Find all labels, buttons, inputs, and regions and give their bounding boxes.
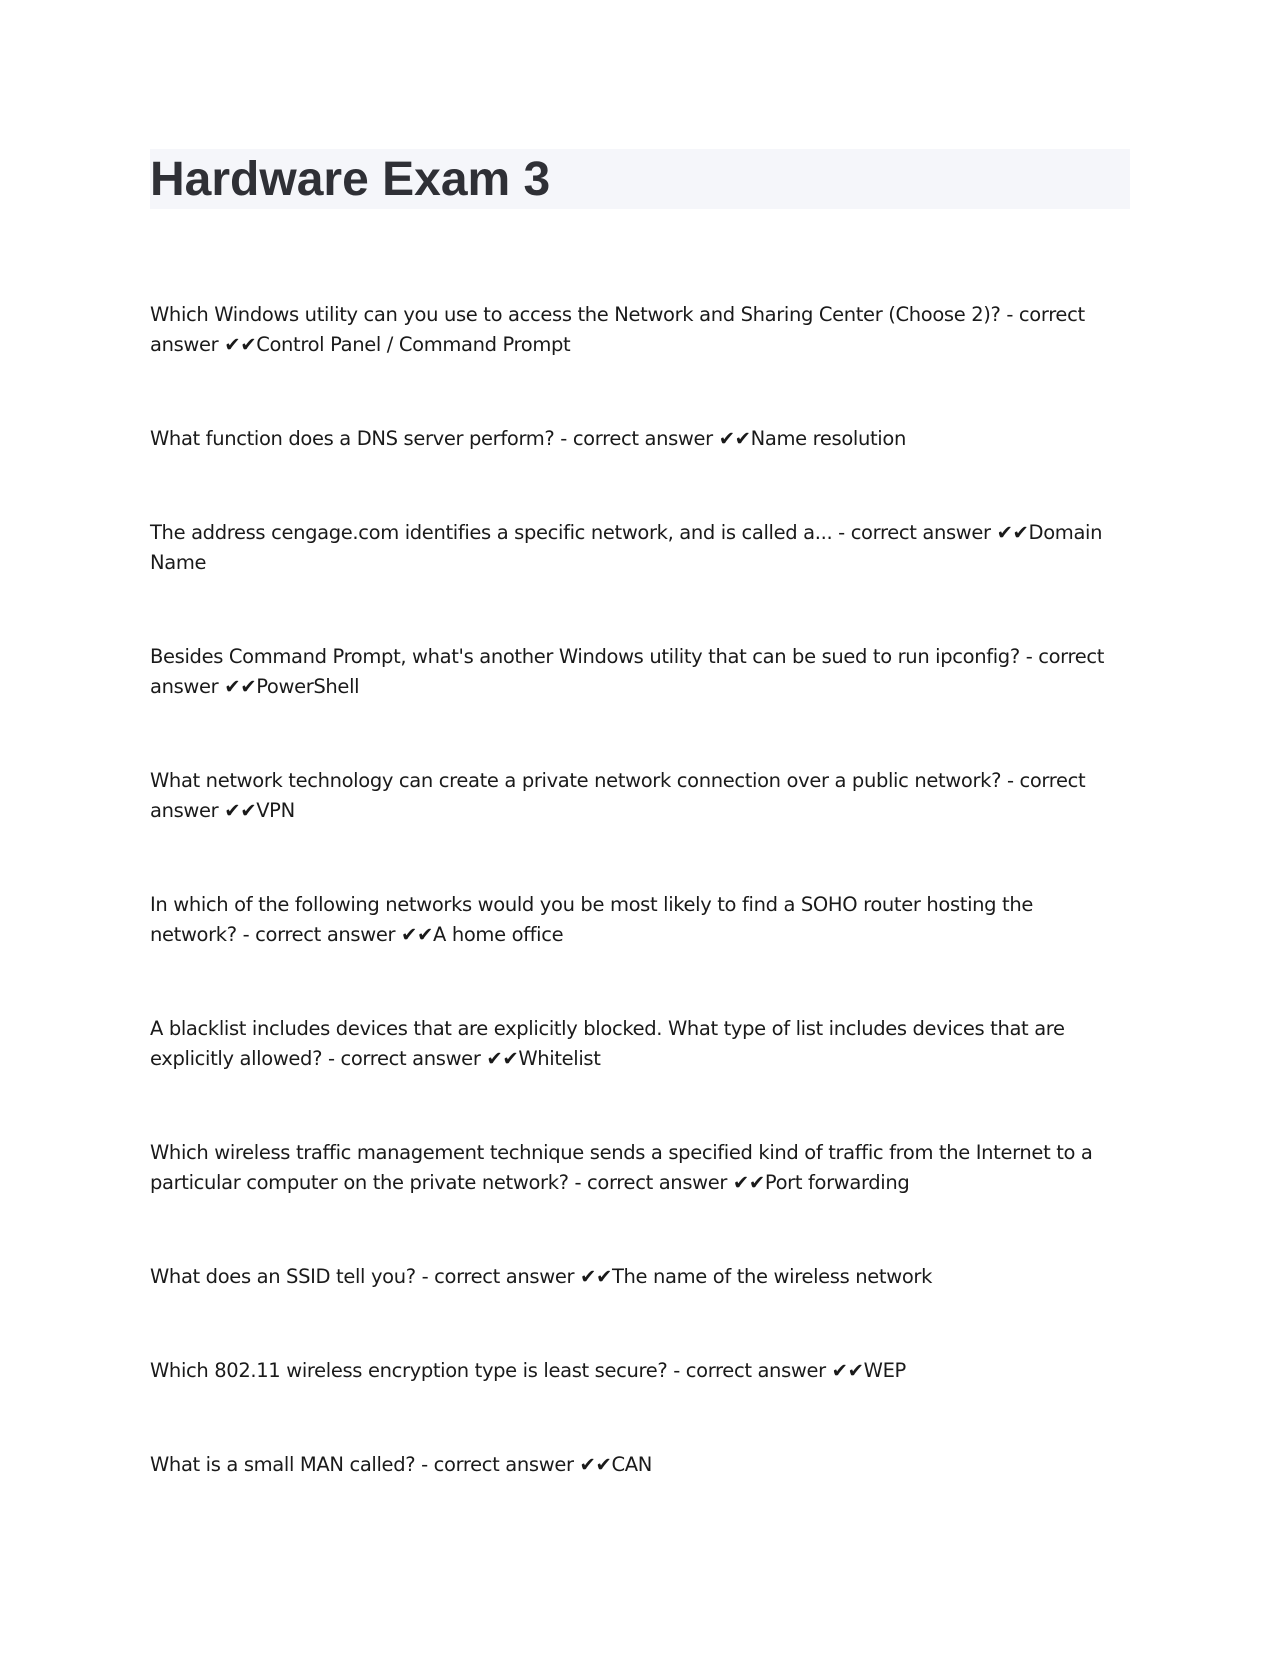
question-text: A blacklist includes devices that are explicitly blocked. What type of list includes devices that are explicitly allowed? <box>150 1017 1065 1070</box>
answer-label: correct answer <box>150 645 1105 698</box>
qa-item-11 <box>150 1450 1125 1480</box>
question-text: What does an SSID tell you? <box>150 1265 416 1288</box>
question-text: What is a small MAN called? <box>150 1453 416 1476</box>
separator: - <box>415 1453 434 1476</box>
answer-label: correct answer <box>685 1359 826 1382</box>
check-mark-icon: ✔✔ <box>224 333 257 356</box>
check-mark-icon: ✔✔ <box>718 427 751 450</box>
document-title: Hardware Exam 3 <box>150 153 551 206</box>
qa-item-9 <box>150 1262 1125 1292</box>
qa-item-10 <box>150 1356 1125 1386</box>
check-mark-icon: ✔✔ <box>831 1359 864 1382</box>
separator: - <box>236 923 256 946</box>
question-text: What function does a DNS server perform? <box>150 427 555 450</box>
answer-label: correct answer <box>434 1265 575 1288</box>
check-mark-icon: ✔✔ <box>224 799 257 822</box>
question-text: What network technology can create a private network connection over a public network? <box>150 769 1002 792</box>
answer-text: PowerShell <box>256 675 360 698</box>
separator: - <box>667 1359 686 1382</box>
answer-label: correct answer <box>572 427 713 450</box>
answer-text: Port forwarding <box>764 1171 910 1194</box>
separator: - <box>1019 645 1039 668</box>
check-mark-icon: ✔✔ <box>732 1171 765 1194</box>
qa-item-1 <box>150 300 1125 360</box>
answer-text: A home office <box>433 923 564 946</box>
separator: - <box>554 427 573 450</box>
question-text: The address cengage.com identifies a specific network, and is called a... <box>150 521 833 544</box>
separator: - <box>415 1265 435 1288</box>
qa-item-4 <box>150 642 1125 702</box>
answer-label: correct answer <box>340 1047 481 1070</box>
separator: - <box>568 1171 588 1194</box>
separator: - <box>1000 303 1019 326</box>
check-mark-icon: ✔✔ <box>224 675 257 698</box>
check-mark-icon: ✔✔ <box>579 1453 612 1476</box>
answer-text: Domain Name <box>150 521 1103 574</box>
separator: - <box>832 521 851 544</box>
qa-item-5 <box>150 766 1125 826</box>
check-mark-icon: ✔✔ <box>486 1047 519 1070</box>
question-text: Which 802.11 wireless encryption type is least secure? <box>150 1359 668 1382</box>
answer-text: Control Panel / Command Prompt <box>256 333 571 356</box>
qa-item-2 <box>150 424 1125 454</box>
answer-label: correct answer <box>433 1453 574 1476</box>
question-answer-list <box>150 300 1125 1544</box>
answer-text: VPN <box>256 799 295 822</box>
answer-label: correct answer <box>255 923 396 946</box>
check-mark-icon: ✔✔ <box>401 923 433 946</box>
answer-text: The name of the wireless network <box>611 1265 933 1288</box>
check-mark-icon: ✔✔ <box>580 1265 612 1288</box>
question-text: Besides Command Prompt, what's another Windows utility that can be sued to run ipconfig? <box>150 645 1020 668</box>
answer-label: correct answer <box>150 303 1085 356</box>
check-mark-icon: ✔✔ <box>996 521 1029 544</box>
question-text: In which of the following networks would you be most likely to find a SOHO router hosting the network? <box>150 893 1033 946</box>
separator: - <box>1001 769 1020 792</box>
qa-item-8 <box>150 1138 1125 1198</box>
qa-item-6 <box>150 890 1125 950</box>
question-text: Which Windows utility can you use to access the Network and Sharing Center (Choose 2)? <box>150 303 1001 326</box>
qa-item-3 <box>150 518 1125 578</box>
answer-label: correct answer <box>850 521 991 544</box>
answer-text: Name resolution <box>750 427 906 450</box>
separator: - <box>322 1047 341 1070</box>
answer-text: Whitelist <box>518 1047 601 1070</box>
question-text: Which wireless traffic management technique sends a specified kind of traffic from the Internet to a particular computer on the private network? <box>150 1141 1093 1194</box>
answer-label: correct answer <box>150 769 1086 822</box>
answer-text: WEP <box>863 1359 906 1382</box>
answer-label: correct answer <box>587 1171 728 1194</box>
answer-text: CAN <box>611 1453 652 1476</box>
qa-item-7 <box>150 1014 1125 1074</box>
